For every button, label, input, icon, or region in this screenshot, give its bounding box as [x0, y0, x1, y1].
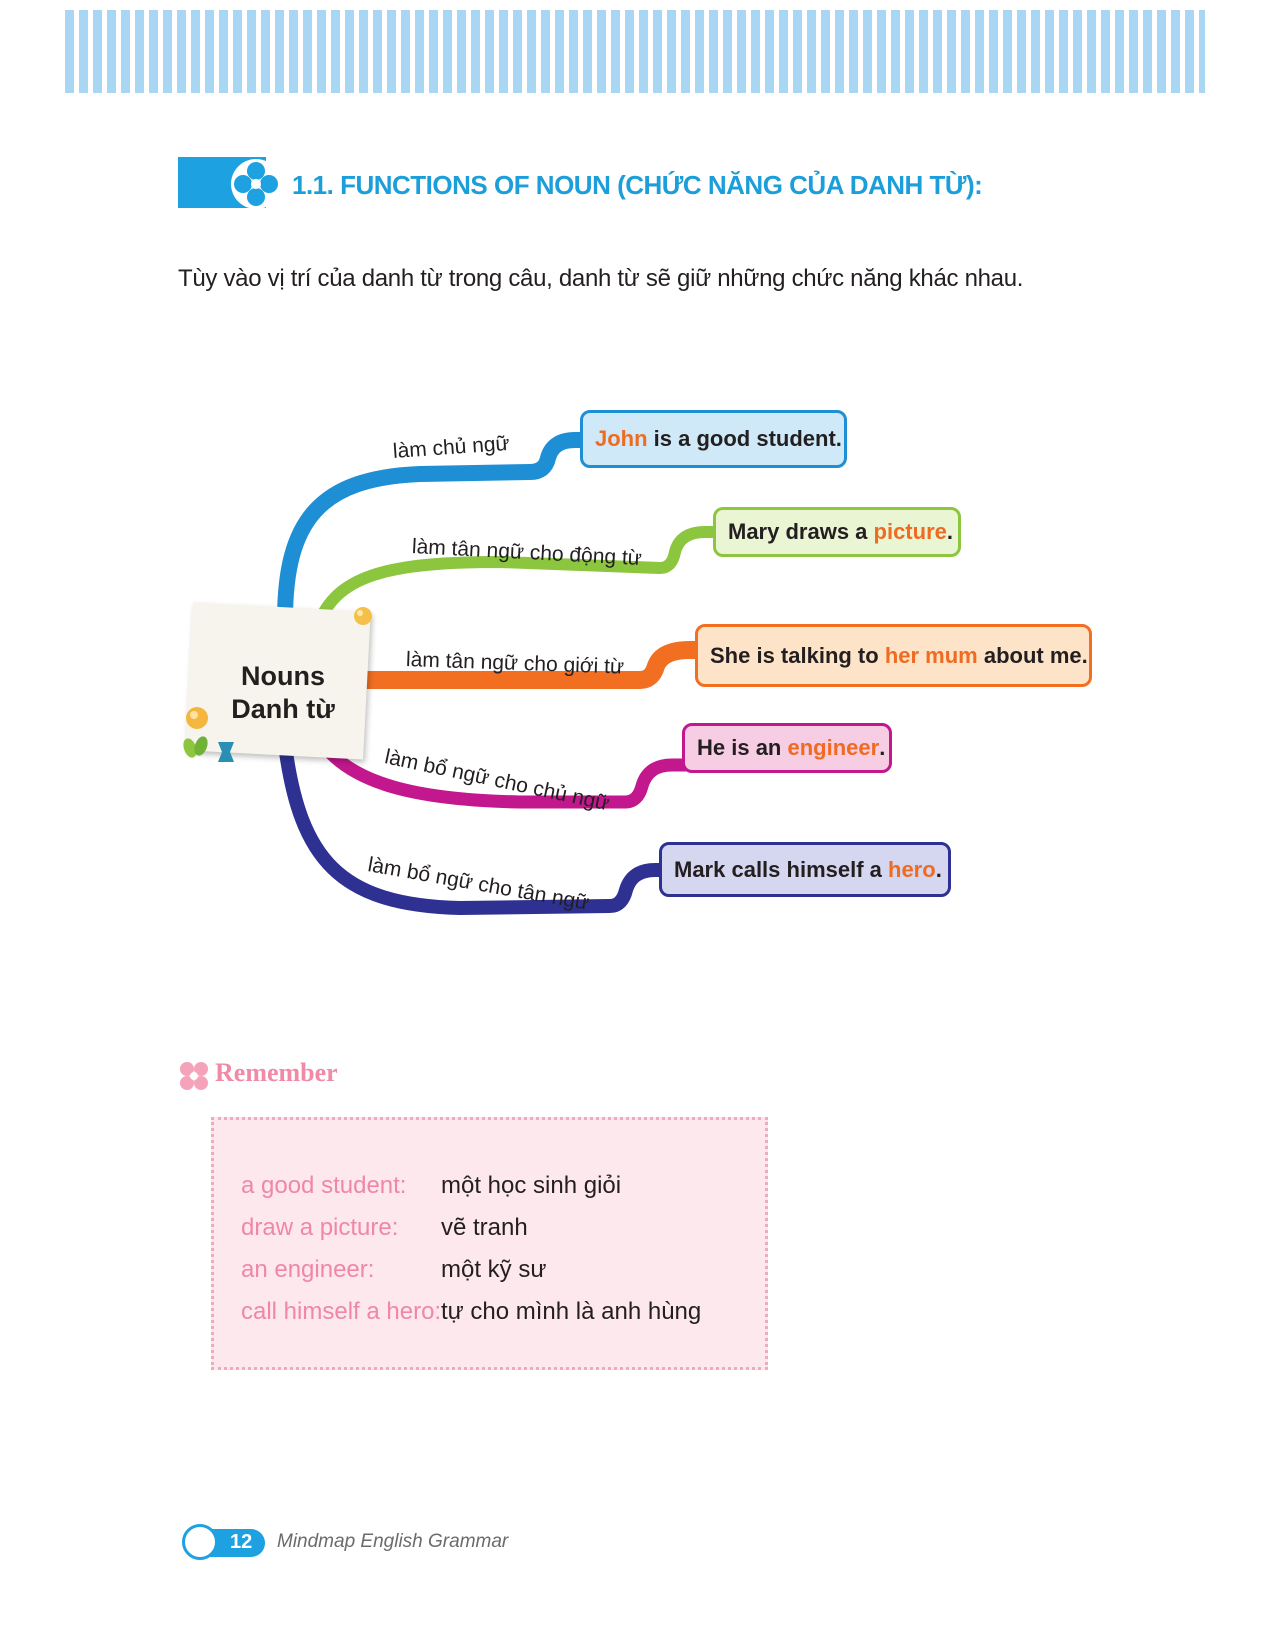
example-object-verb-highlight: picture	[873, 519, 947, 544]
vocab-term: a good student:	[241, 1172, 407, 1199]
example-object-complement-end: .	[935, 856, 942, 882]
example-object-prep-text: She is talking to	[710, 642, 885, 668]
example-object-prep-highlight: her mum	[884, 642, 978, 668]
example-object-prep-end: about me.	[977, 642, 1088, 668]
branch-label-object-prep: làm tân ngữ cho giới từ	[405, 648, 625, 679]
center-node-line1: Nouns	[241, 661, 325, 691]
vocab-term: draw a picture:	[241, 1214, 399, 1241]
branch-label-subject: làm chủ ngữ	[392, 431, 511, 463]
center-node	[218, 660, 348, 726]
example-object-verb-end: .	[946, 519, 953, 544]
footer-circle-icon	[182, 1524, 218, 1560]
example-object-verb-text: Mary draws a	[728, 519, 874, 544]
vocab-definition: một kỹ sư	[441, 1256, 547, 1283]
example-box-object-prep	[695, 624, 1092, 687]
vocab-term: call himself a hero:	[241, 1298, 442, 1325]
page-number: 12	[230, 1531, 253, 1553]
vocab-box	[211, 1117, 768, 1370]
vocab-definition: vẽ tranh	[441, 1214, 528, 1241]
book-title: Mindmap English Grammar	[277, 1531, 509, 1552]
remember-flower-icon	[178, 1060, 210, 1092]
example-subject-highlight: John	[595, 426, 648, 451]
branch-line-subject	[285, 440, 585, 620]
center-node-line2: Danh từ	[231, 694, 335, 724]
example-subject-complement-highlight: engineer	[787, 735, 880, 760]
branch-label-subject-complement: làm bổ ngữ cho chủ ngữ	[382, 745, 612, 816]
branch-label-object-verb: làm tân ngữ cho động từ	[411, 535, 643, 571]
section-title: 1.1. FUNCTIONS OF NOUN (CHỨC NĂNG CỦA DANH TỪ):	[292, 170, 983, 200]
example-box-subject-complement	[682, 723, 892, 773]
remember-title: Remember	[215, 1058, 338, 1087]
example-box-subject	[580, 410, 847, 468]
branch-label-object-complement: làm bổ ngữ cho tân ngữ	[366, 853, 591, 915]
example-subject-complement-text: He is an	[697, 735, 788, 760]
example-box-object-complement	[659, 842, 951, 897]
example-box-object-verb	[713, 507, 961, 557]
example-object-complement-text: Mark calls himself a	[674, 856, 888, 882]
intro-text: Tùy vào vị trí của danh từ trong câu, danh từ sẽ giữ những chức năng khác nhau.	[178, 265, 1024, 292]
vocab-term: an engineer:	[241, 1256, 375, 1283]
pin-icon	[350, 603, 376, 629]
example-subject-complement-end: .	[879, 735, 886, 760]
vocab-definition: một học sinh giỏi	[441, 1172, 622, 1199]
vocab-definition: tự cho mình là anh hùng	[441, 1298, 702, 1325]
example-object-complement-highlight: hero	[888, 856, 936, 882]
example-subject-text: is a good student.	[647, 426, 842, 451]
